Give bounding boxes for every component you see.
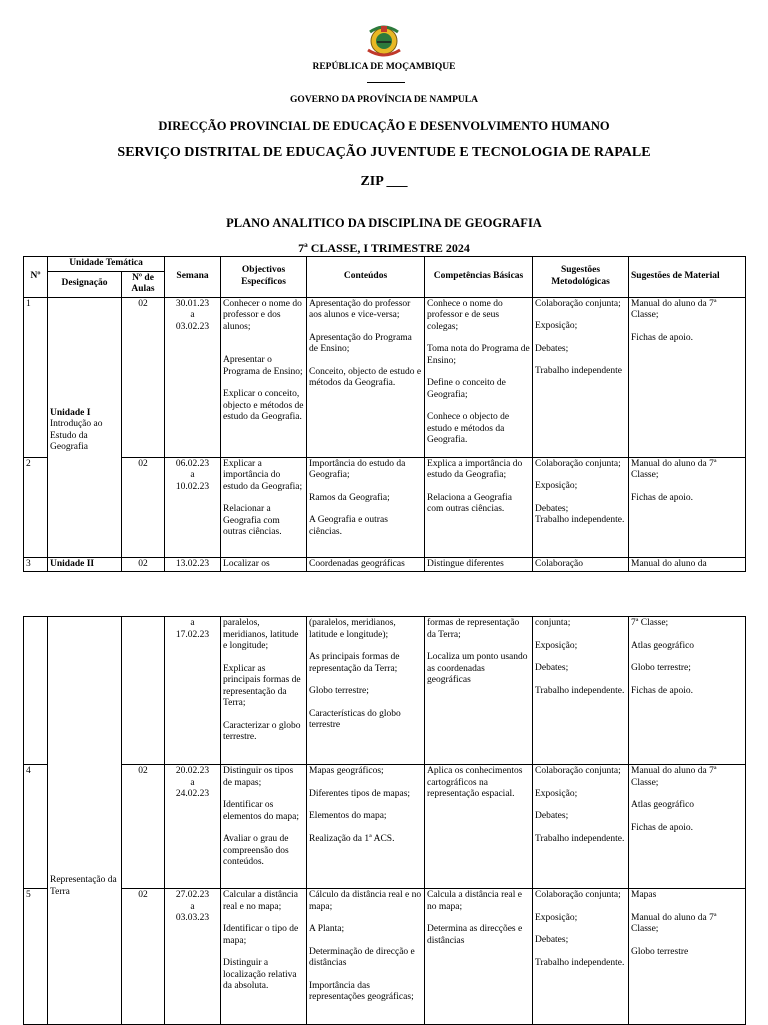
week-start: 30.01.23 (175, 298, 210, 309)
lessons-count: 02 (122, 297, 165, 457)
table-row (24, 765, 746, 889)
competency-item: Determina as direcções e distâncias (427, 924, 523, 946)
week-start: 06.02.23 (175, 458, 210, 469)
objective-item: Distinguir a localização relativa da absoluta. (223, 958, 297, 991)
method-item: Trabalho independente. (535, 833, 625, 844)
row-number: 1 (24, 297, 48, 457)
col-header-contents: Conteúdos (307, 257, 425, 298)
row-number (24, 617, 48, 765)
row-number: 5 (24, 889, 48, 1025)
week-end: 03.02.23 (175, 321, 210, 332)
week-separator: a (190, 470, 195, 480)
lessons-count (122, 617, 165, 765)
table-row (24, 557, 746, 572)
content-item: Globo terrestre; (309, 686, 369, 696)
objectives-cell (221, 457, 307, 557)
content-item: A Planta; (309, 924, 345, 934)
competency-item: Aplica os conhecimentos cartográficos na representação espacial. (427, 766, 523, 799)
competency-item: formas de representação da Terra; (427, 618, 520, 640)
method-item: Exposição; (535, 640, 578, 651)
week-start: 20.02.23 (175, 766, 210, 776)
plan-table-part-2 (23, 616, 746, 1025)
material-item: Manual do aluno da 7ª Classe; (631, 298, 717, 320)
unit-cell (48, 617, 122, 1025)
lessons-count: 02 (122, 765, 165, 889)
unit-name: Representação da Terra (50, 875, 117, 897)
competencies-cell (425, 889, 533, 1025)
contents-cell: Coordenadas geográficas (307, 557, 425, 572)
table-row (24, 617, 746, 765)
material-item: Atlas geográfico (631, 800, 695, 810)
objective-item: Identificar o tipo de mapa; (223, 924, 299, 946)
content-item: Importância das representações geográficas; (309, 980, 414, 1002)
week-end: 24.02.23 (175, 789, 210, 799)
content-item: Apresentação do Programa de Ensino; (309, 332, 412, 354)
competency-item: Conhece o objecto de estudo e métodos da Geografia. (427, 412, 510, 445)
method-item: Debates; (535, 343, 569, 354)
row-number: 2 (24, 457, 48, 557)
objective-item: Conhecer o nome do professor e dos alunos; (223, 298, 302, 332)
method-item: Colaboração conjunta; (535, 890, 621, 900)
material-item: Fichas de apoio. (631, 332, 694, 343)
lessons-count: 02 (122, 889, 165, 1025)
table-row (24, 457, 746, 557)
table-row (24, 297, 746, 457)
week-cell (165, 457, 221, 557)
objectives-cell (221, 617, 307, 765)
plan-title: PLANO ANALITICO DA DISCIPLINA DE GEOGRAFIA (226, 216, 542, 230)
competency-item: Define o conceito de Geografia; (427, 378, 506, 400)
material-cell (629, 889, 746, 1025)
method-item: Debates; (535, 503, 569, 514)
material-cell (629, 457, 746, 557)
content-item: (paralelos, meridianos, latitude e longitude); (309, 618, 396, 640)
content-item: Cálculo da distância real e no mapa; (309, 890, 422, 912)
week-separator: a (190, 310, 195, 320)
republic-heading: REPÚBLICA DE MOÇAMBIQUE (312, 62, 456, 72)
material-item: Manual do aluno da 7ª Classe; (631, 766, 717, 788)
material-cell: Manual do aluno da (629, 557, 746, 572)
week-cell (165, 297, 221, 457)
material-item: Globo terrestre; (631, 663, 691, 673)
material-item: Manual do aluno da 7ª Classe; (631, 912, 717, 934)
material-cell (629, 617, 746, 765)
objectives-cell: Localizar os (221, 557, 307, 572)
contents-cell (307, 617, 425, 765)
content-item: As principais formas de representação da Terra; (309, 652, 400, 674)
week-start: 13.02.23 (165, 557, 221, 572)
method-item: Trabalho independente. (535, 515, 625, 525)
method-item: Colaboração conjunta; (535, 766, 621, 776)
objective-item: Caracterizar o globo terrestre. (223, 720, 301, 742)
competencies-cell (425, 297, 533, 457)
mozambique-emblem-icon (364, 20, 404, 60)
class-term-title: 7ª CLASSE, I TRIMESTRE 2024 (298, 241, 470, 255)
unit-cell (48, 297, 122, 557)
competency-item: Conhece o nome do professor e de seus colegas; (427, 298, 503, 332)
col-header-material: Sugestões de Material (629, 257, 746, 298)
col-header-no: Nº (24, 257, 48, 298)
content-item: Diferentes tipos de mapas; (309, 788, 411, 799)
contents-cell (307, 765, 425, 889)
competency-item: Localiza um ponto usando as coordenadas geográficas (427, 652, 528, 685)
objective-item: Avaliar o grau de compreensão dos conteúdos. (223, 834, 289, 867)
material-item: Fichas de apoio. (631, 685, 694, 696)
objective-item: Identificar os elementos do mapa; (223, 800, 299, 822)
contents-cell (307, 889, 425, 1025)
material-item: Fichas de apoio. (631, 822, 694, 833)
objective-item: Explicar a importância do estudo da Geografia; (223, 458, 303, 492)
col-header-lessons: Nº de Aulas (122, 271, 165, 297)
unit-title: Unidade I (50, 407, 91, 418)
material-item: Fichas de apoio. (631, 492, 694, 503)
week-end: 03.03.23 (175, 913, 210, 923)
col-header-week: Semana (165, 257, 221, 298)
heading-divider (367, 82, 405, 83)
objective-item: Distinguir os tipos de mapas; (223, 766, 294, 788)
objective-item: Apresentar o Programa de Ensino; (223, 355, 303, 377)
method-item: Exposição; (535, 788, 578, 799)
col-header-objectives: Objectivos Específicos (221, 257, 307, 298)
method-item: Trabalho independente. (535, 957, 625, 968)
method-item: Colaboração conjunta; (535, 298, 621, 309)
col-header-competencies: Competências Básicas (425, 257, 533, 298)
col-header-methods: Sugestões Metodológicas (533, 257, 629, 298)
method-item: Debates; (535, 935, 569, 945)
content-item: Determinação de direcção e distâncias (309, 946, 415, 968)
content-item: Mapas geográficos; (309, 766, 384, 776)
objectives-cell (221, 297, 307, 457)
week-cell (165, 617, 221, 765)
material-cell (629, 765, 746, 889)
objective-item: Calcular a distância real e no mapa; (223, 890, 298, 912)
government-heading: GOVERNO DA PROVÍNCIA DE NAMPULA (290, 95, 478, 105)
material-cell (629, 297, 746, 457)
service-heading: SERVIÇO DISTRITAL DE EDUCAÇÃO JUVENTUDE E TECNOLOGIA DE RAPALE (117, 145, 651, 160)
objectives-cell (221, 765, 307, 889)
method-item: Colaboração conjunta; (535, 458, 621, 469)
lessons-count: 02 (122, 457, 165, 557)
competency-item: Explica a importância do estudo da Geografia; (427, 458, 523, 480)
method-item: Debates; (535, 811, 569, 821)
material-item: 7ª Classe; (631, 618, 669, 628)
methods-cell: Colaboração (533, 557, 629, 572)
competencies-cell (425, 765, 533, 889)
row-number: 3 (24, 557, 48, 572)
method-item: Debates; (535, 663, 569, 673)
lessons-count: 02 (122, 557, 165, 572)
material-item: Globo terrestre (631, 946, 689, 957)
material-item: Atlas geográfico (631, 640, 695, 651)
week-start: 27.02.23 (175, 890, 210, 900)
method-item: conjunta; (535, 618, 571, 628)
row-number: 4 (24, 765, 48, 889)
method-item: Exposição; (535, 481, 578, 491)
competencies-cell (425, 617, 533, 765)
content-item: Apresentação do professor aos alunos e vice-versa; (309, 298, 411, 320)
content-item: Elementos do mapa; (309, 811, 387, 821)
objective-item: Relacionar a Geografia com outras ciências. (223, 504, 282, 537)
directorate-heading: DIRECÇÃO PROVINCIAL DE EDUCAÇÃO E DESENVOLVIMENTO HUMANO (158, 119, 610, 133)
zip-field: ZIP ___ (360, 174, 408, 189)
objective-item: Explicar as principais formas de representação da Terra; (223, 663, 301, 708)
content-item: Conceito, objecto de estudo e métodos da Geografia. (309, 366, 422, 388)
method-item: Exposição; (535, 321, 578, 331)
week-separator: a (190, 901, 195, 912)
competency-item: Calcula a distância real e no mapa; (427, 890, 522, 912)
unit-title: Unidade II (48, 557, 122, 572)
method-item: Trabalho independente. (535, 685, 625, 696)
week-separator: a (190, 777, 195, 788)
methods-cell (533, 297, 629, 457)
contents-cell (307, 297, 425, 457)
methods-cell (533, 617, 629, 765)
week-end: 10.02.23 (175, 481, 210, 492)
content-item: A Geografia e outras ciências. (309, 515, 388, 537)
table-row (24, 889, 746, 1025)
methods-cell (533, 765, 629, 889)
methods-cell (533, 457, 629, 557)
content-item: Características do globo terrestre (309, 708, 401, 730)
objective-item: Explicar o conceito, objecto e métodos de estudo da Geografia. (223, 389, 304, 422)
plan-table-part-1 (23, 256, 746, 572)
col-header-designation: Designação (48, 271, 122, 297)
competency-item: Toma nota do Programa de Ensino; (427, 344, 530, 366)
competency-item: Relaciona a Geografia com outras ciências. (427, 492, 512, 514)
contents-cell (307, 457, 425, 557)
week-cell (165, 889, 221, 1025)
competencies-cell (425, 457, 533, 557)
objective-item: paralelos, meridianos, latitude e longitude; (223, 618, 299, 651)
competencies-cell: Distingue diferentes (425, 557, 533, 572)
content-item: Importância do estudo da Geografia; (309, 458, 406, 480)
objectives-cell (221, 889, 307, 1025)
method-item: Trabalho independente (535, 366, 622, 376)
col-header-unit-group: Unidade Temática (48, 257, 165, 272)
material-item: Manual do aluno da 7ª Classe; (631, 458, 717, 480)
week-end: 17.02.23 (175, 629, 210, 640)
week-separator: a (190, 618, 195, 628)
content-item: Realização da 1ª ACS. (309, 833, 395, 844)
method-item: Exposição; (535, 912, 578, 923)
methods-cell (533, 889, 629, 1025)
week-cell (165, 765, 221, 889)
content-item: Ramos da Geografia; (309, 492, 390, 503)
unit-name: Introdução ao Estudo da Geografia (50, 419, 103, 452)
material-item: Mapas (631, 890, 657, 900)
